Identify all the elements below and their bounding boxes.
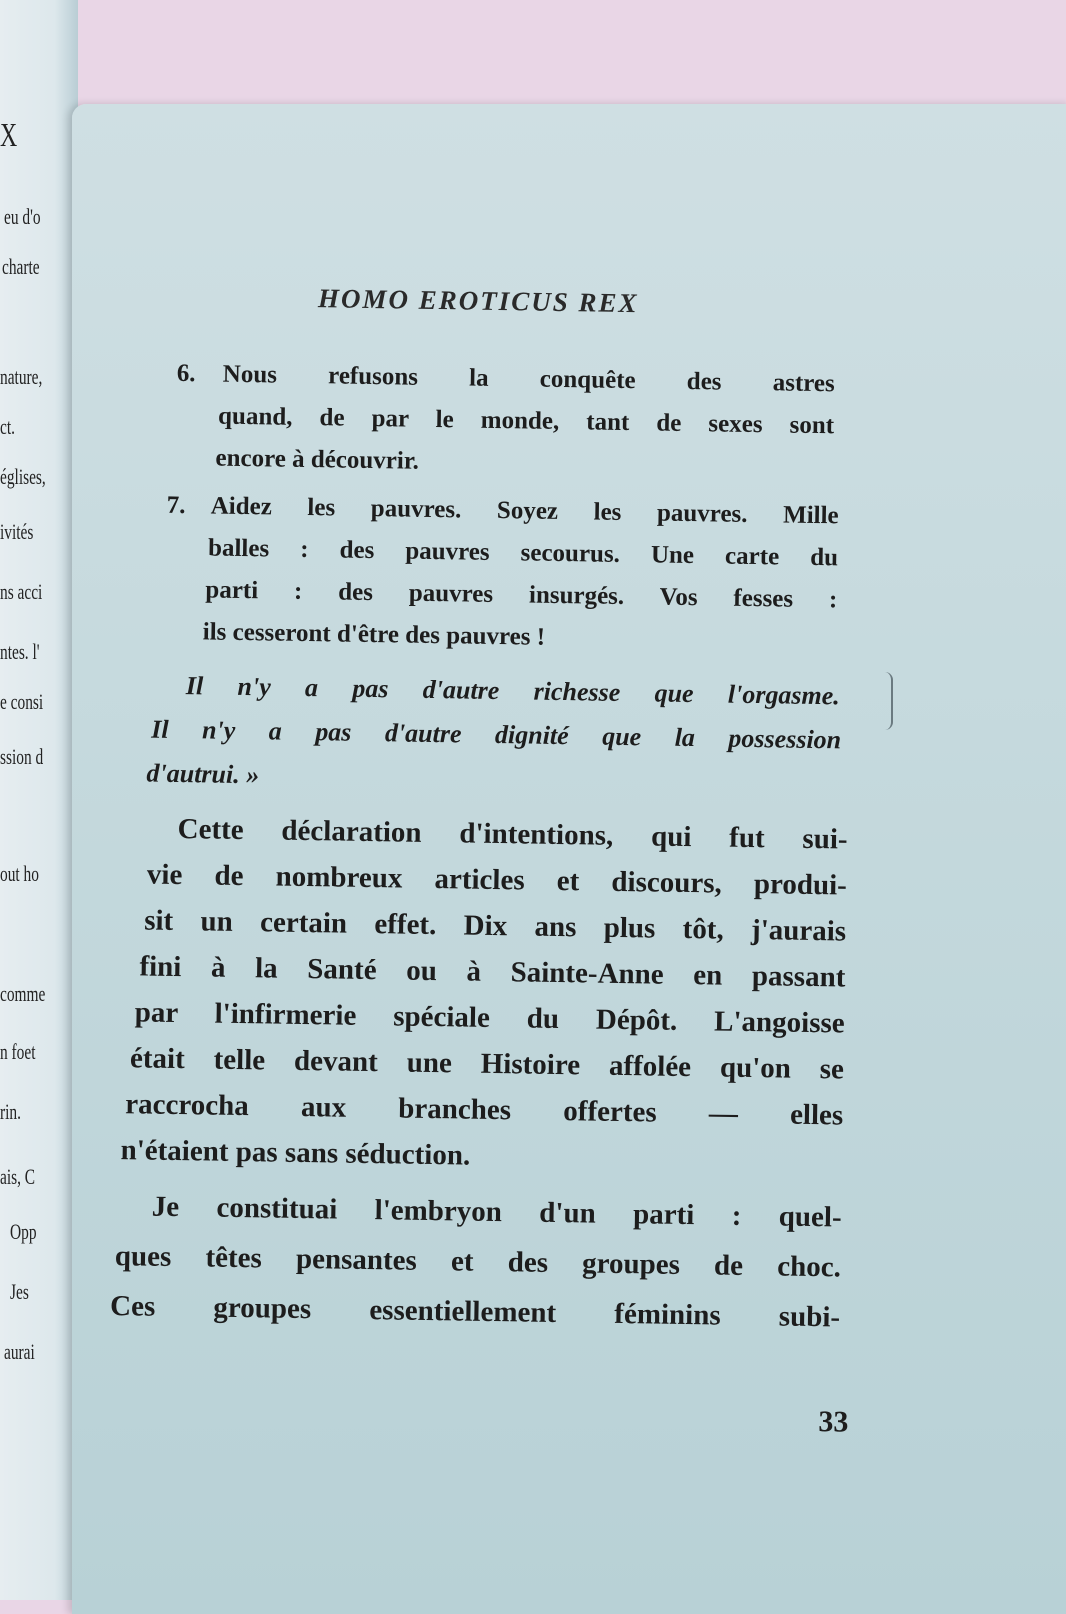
left-page-fragment: ssion d [0, 744, 44, 769]
left-page-fragment: X [0, 117, 18, 154]
running-head: HOMO EROTICUS REX [317, 283, 639, 319]
paragraph-line: fini à la Santé ou à Sainte-Anne en passant [139, 950, 846, 994]
left-page-fragment: out ho [0, 861, 39, 886]
list-line: parti : des pauvres insurgés. Vos fesses : [205, 576, 838, 614]
paragraph-line: n'étaient pas sans séduction. [120, 1134, 471, 1172]
left-page-fragment: ct. [0, 414, 15, 439]
left-page-fragment: nature, [0, 364, 43, 389]
list-line: Nous refusons la conquête des astres [222, 360, 835, 398]
list-number: 7. [166, 491, 186, 520]
paragraph-line: Ces groupes essentiellement féminins subi- [109, 1290, 841, 1334]
left-page-fragment: comme [0, 981, 46, 1006]
left-page-fragment: eu d'o [4, 204, 41, 229]
quote-line: Il n'y a pas d'autre dignité que la possession [150, 714, 842, 755]
left-page-fragment: n foet [0, 1039, 36, 1064]
left-page-fragment: ns acci [0, 579, 43, 604]
page-number: 33 [818, 1405, 849, 1439]
list-line: Aidez les pauvres. Soyez les pauvres. Mille [210, 492, 839, 530]
left-page-fragment: ivités [0, 519, 34, 544]
left-page-fragment: Opp [10, 1219, 37, 1244]
quote-line: d'autrui. » [146, 758, 260, 790]
left-page-fragment: rin. [0, 1099, 21, 1124]
paragraph-line: raccrocha aux branches offertes — elles [125, 1088, 844, 1132]
paragraph-line: vie de nombreux articles et discours, produi- [146, 858, 848, 902]
list-line: ils cesseront d'être des pauvres ! [202, 618, 546, 651]
paragraph-line: Je constituai l'embryon d'un parti : quel- [151, 1190, 842, 1234]
paragraph-line: par l'infirmerie spéciale du Dépôt. L'angoisse [134, 996, 845, 1040]
left-page-fragment: charte [2, 254, 40, 279]
quote-line: Il n'y a pas d'autre richesse que l'orgasme. [185, 671, 841, 711]
left-page-fragment: Jes [10, 1279, 29, 1304]
left-page-fragment: ntes. l' [0, 639, 40, 664]
left-page-fragment: e consi [0, 689, 44, 714]
paragraph-line: était telle devant une Histoire affolée qu'on se [129, 1042, 845, 1086]
left-page-fragment: aurai [4, 1339, 35, 1364]
paragraph-line: sit un certain effet. Dix ans plus tôt, j'aurais [143, 904, 847, 948]
left-page-fragment: églises, [0, 464, 46, 489]
paragraph-line: ques têtes pensantes et des groupes de choc. [114, 1240, 842, 1284]
list-line: encore à découvrir. [215, 444, 420, 475]
list-line: quand, de par le monde, tant de sexes sont [217, 402, 835, 440]
list-number: 6. [176, 359, 196, 388]
list-line: balles : des pauvres secourus. Une carte du [207, 534, 839, 572]
left-page-fragment: ais, C [0, 1164, 36, 1189]
paragraph-line: Cette déclaration d'intentions, qui fut sui- [177, 813, 848, 856]
